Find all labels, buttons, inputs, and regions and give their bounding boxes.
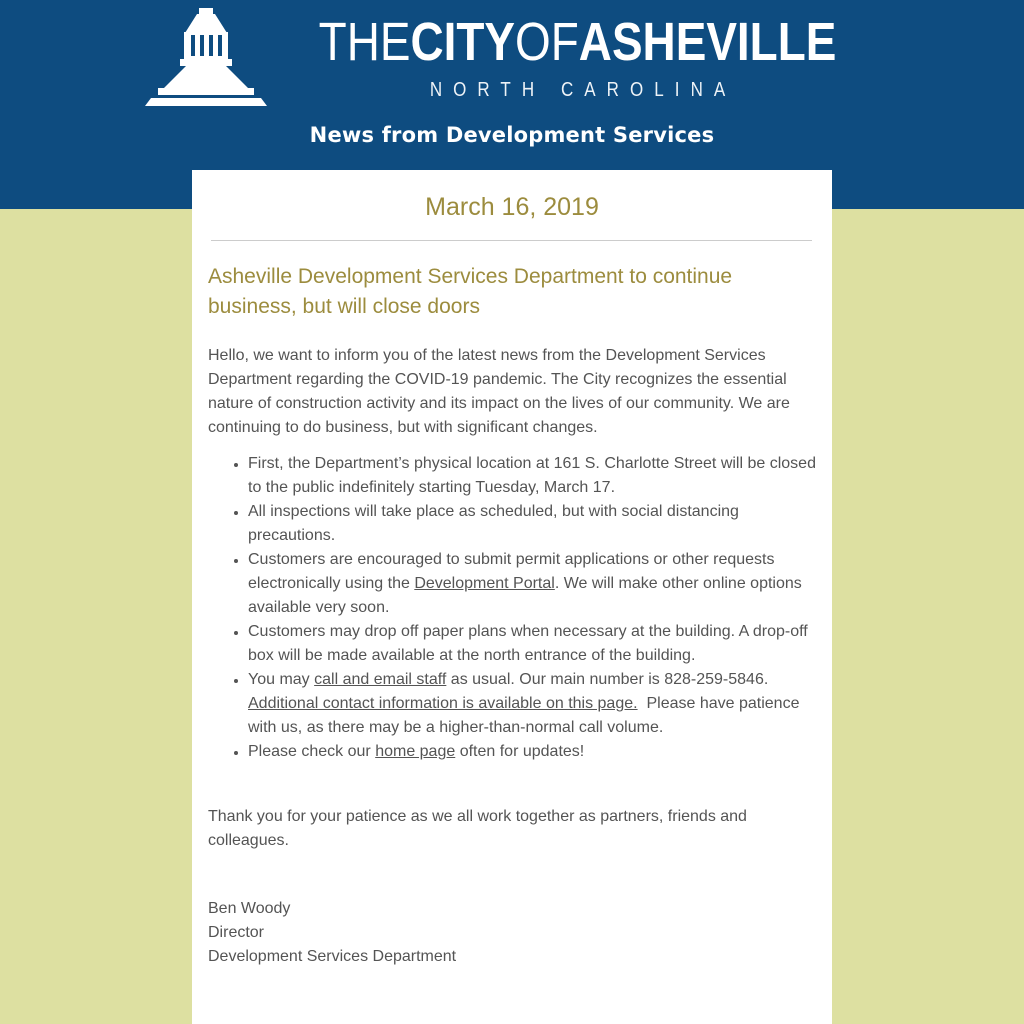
bullet-text: . We will make other online options available very soon.: [248, 575, 807, 616]
brand-text: [319, 8, 837, 102]
signature-line: Development Services Department: [208, 948, 457, 965]
wordmark-the: THE: [319, 12, 411, 72]
wordmark-asheville: ASHEVILLE: [579, 12, 837, 72]
list-item: [248, 740, 816, 764]
wordmark-city: CITY: [410, 12, 516, 72]
signature-line: Director: [208, 924, 265, 941]
bullet-text: Please have patience with us, as there may be a higher-than-normal call volume.: [248, 695, 804, 736]
inline-link[interactable]: Development Portal: [414, 575, 555, 592]
newsletter-body-card: [192, 170, 832, 1024]
signature-block: [208, 897, 816, 969]
city-wordmark: [319, 8, 837, 70]
inline-link[interactable]: call and email staff: [314, 671, 447, 688]
list-item: [248, 620, 816, 668]
list-item: [248, 548, 816, 620]
bullet-text: All inspections will take place as scheduled, but with social distancing precautions.: [248, 503, 744, 544]
bullet-text: You may: [248, 671, 315, 688]
list-item: [248, 500, 816, 548]
state-name: NORTH CAROLINA: [430, 79, 737, 101]
bullet-text: Customers may drop off paper plans when necessary at the building. A drop-off box will be made available at the north entrance of the building.: [248, 623, 813, 664]
intro-paragraph: Hello, we want to inform you of the latest news from the Development Services Department regarding the COVID-19 pandemic. The City recognizes the essential nature of construction activity and its impact on the lives of our community. We are continuing to do business, but with significant changes.: [208, 347, 790, 436]
update-list: [208, 452, 821, 764]
bullet-text: Customers are encouraged to submit permit applications or other requests electronically using the: [248, 551, 779, 592]
article-headline: Asheville Development Services Department to continue business, but will close doors: [208, 265, 733, 318]
bullet-text: First, the Department’s physical location at 161 S. Charlotte Street will be closed to the public indefinitely starting Tuesday, March 17.: [248, 455, 821, 496]
divider: [211, 240, 812, 241]
issue-date: March 16, 2019: [425, 193, 599, 221]
signature-line: Ben Woody: [208, 900, 291, 917]
list-item: [248, 452, 821, 500]
city-hall-building-icon: [141, 8, 271, 106]
bullet-text: as usual. Our main number is 828-259-5846.: [446, 671, 772, 688]
bullet-text: Please check our: [248, 743, 376, 760]
inline-link[interactable]: Additional contact information is available on this page.: [248, 695, 638, 712]
inline-link[interactable]: home page: [375, 743, 456, 760]
newsletter-tagline: News from Development Services: [309, 123, 715, 147]
brand-lockup: [0, 0, 1024, 106]
wordmark-of: OF: [515, 12, 580, 72]
bullet-text: often for updates!: [455, 743, 585, 760]
list-item: [248, 668, 816, 740]
closing-paragraph: Thank you for your patience as we all work together as partners, friends and colleagues.: [208, 808, 747, 849]
